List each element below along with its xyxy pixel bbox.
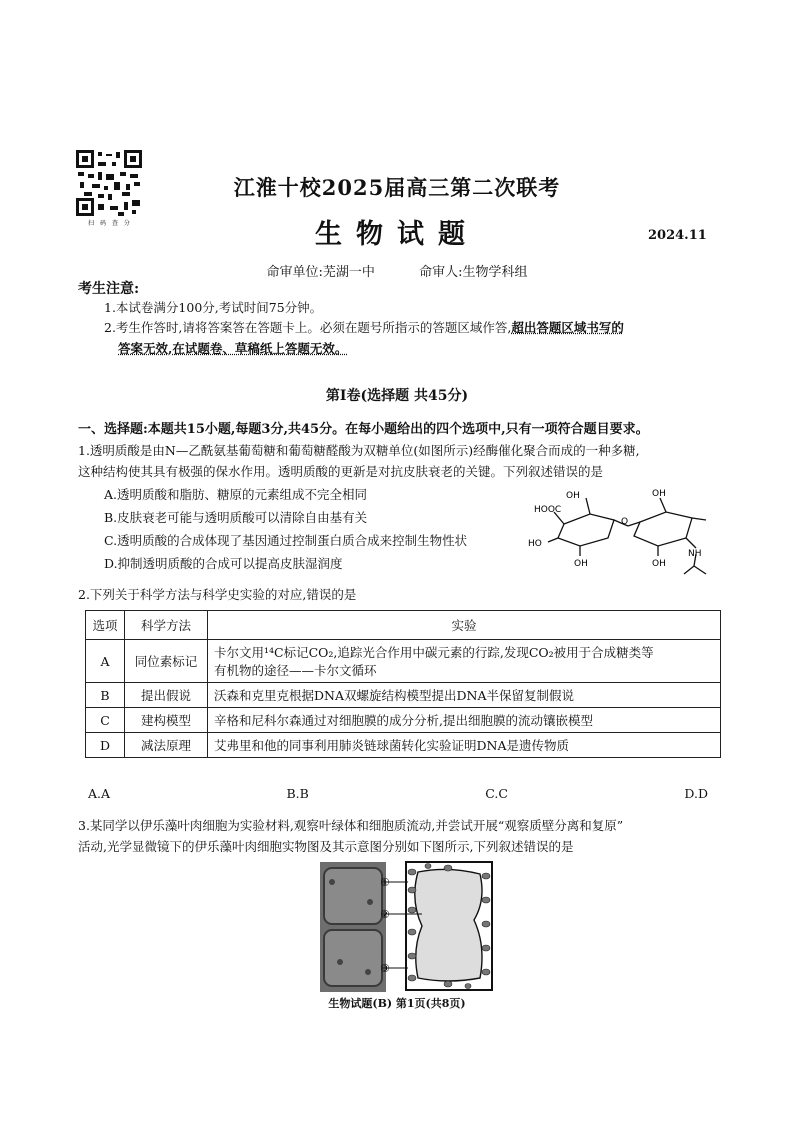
q2-table (85, 610, 721, 758)
notice-line-2-text: 2.考生作答时,请将答案答在答题卡上。必须在题号所指示的答题区域作答, (104, 320, 512, 335)
notice-line-1: 1.本试卷满分100分,考试时间75分钟。 (104, 300, 323, 315)
label-ho: HO (528, 539, 542, 549)
row-method: 减法原理 (125, 733, 208, 758)
row-experiment: 辛格和尼科尔森通过对细胞膜的成分分析,提出细胞膜的流动镶嵌模型 (208, 708, 721, 733)
exam-title: 江淮十校2025届高三第二次联考 (233, 175, 561, 200)
label-oh-2: OH (574, 559, 588, 569)
row-option: D (86, 733, 125, 758)
q1-option-d: D.抑制透明质酸的合成可以提高皮肤湿润度 (104, 556, 343, 571)
label-2: ② (380, 908, 390, 921)
q2-stem: 2.下列关于科学方法与科学史实验的对应,错误的是 (78, 587, 357, 602)
answer-a: A.A (88, 786, 111, 801)
row-method: 提出假说 (125, 683, 208, 708)
notice-line-2 (104, 318, 624, 338)
q1-option-b: B.皮肤衰老可能与透明质酸可以清除自由基有关 (104, 510, 368, 525)
section-title: 第Ⅰ卷(选择题 共45分) (325, 388, 469, 404)
label-oh-1: OH (566, 491, 580, 501)
header-option: 选项 (86, 611, 125, 640)
label-oh-3: OH (652, 489, 666, 499)
row-experiment: 沃森和克里克根据DNA双螺旋结构模型提出DNA半保留复制假说 (208, 683, 721, 708)
q2-answer-choices (88, 786, 708, 801)
row-option: C (86, 708, 125, 733)
section-instruction: 一、选择题:本题共15小题,每题3分,共45分。在每小题给出的四个选项中,只有一项符合题目要求。 (78, 422, 649, 437)
row-option: B (86, 683, 125, 708)
row-experiment-line-2: 有机物的途径——卡尔文循环 (214, 663, 377, 678)
qr-caption: 扫 码 查 分 (88, 220, 132, 227)
q1-option-c: C.透明质酸的合成体现了基因通过控制蛋白质合成来控制生物性状 (104, 533, 468, 548)
answer-c: C.C (485, 786, 508, 801)
hyaluronic-acid-structure-figure (528, 486, 720, 580)
row-method: 建构模型 (125, 708, 208, 733)
q1-stem-line-2: 这种结构使其具有极强的保水作用。透明质酸的更新是对抗皮肤衰老的关键。下列叙述错误的是 (78, 464, 604, 479)
notice-line-3-emphasis: 答案无效,在试题卷、草稿纸上答题无效。 (118, 341, 348, 356)
q1-stem-line-1: 1.透明质酸是由N—乙酰氨基葡萄糖和葡萄糖醛酸为双糖单位(如图所示)经酶催化聚合而成的一种多糖, (78, 443, 640, 458)
notice-line-3 (118, 339, 347, 359)
answer-d: D.D (684, 786, 708, 801)
q3-stem-line-1: 3.某同学以伊乐藻叶肉细胞为实验材料,观察叶绿体和细胞质流动,并尝试开展“观察质壁分离和复原” (78, 818, 624, 833)
label-nh: NH (688, 549, 702, 559)
page-footer: 生物试题(B) 第1页(共8页) (328, 997, 466, 1010)
header-method: 科学方法 (125, 611, 208, 640)
label-hooc: HOOC (534, 505, 562, 515)
author-unit: 命审单位:芜湖一中 (266, 265, 375, 280)
author-person: 命审人:生物学科组 (419, 265, 528, 280)
table-row (86, 683, 721, 708)
table-header-row (86, 611, 721, 640)
header-experiment: 实验 (208, 611, 721, 640)
row-method: 同位素标记 (125, 640, 208, 683)
label-o-link: O (621, 517, 629, 527)
answer-b: B.B (286, 786, 309, 801)
q3-stem-line-2: 活动,光学显微镜下的伊乐藻叶肉细胞实物图及其示意图分别如下图所示,下列叙述错误的是 (78, 839, 574, 854)
table-row (86, 708, 721, 733)
notice-heading: 考生注意: (78, 281, 140, 297)
row-experiment (208, 640, 721, 683)
table-row (86, 733, 721, 758)
exam-date: 2024.11 (648, 228, 707, 243)
label-1: ① (380, 876, 390, 889)
row-experiment: 艾弗里和他的同事利用肺炎链球菌转化实验证明DNA是遗传物质 (208, 733, 721, 758)
subject-title: 生物试题 (315, 219, 479, 250)
cell-diagram-figure (380, 860, 496, 992)
notice-line-2-emphasis: 超出答题区域书写的 (511, 320, 624, 335)
row-experiment-line-1: 卡尔文用¹⁴C标记CO₂,追踪光合作用中碳元素的行踪,发现CO₂被用于合成糖类等 (214, 645, 654, 660)
label-oh-4: OH (652, 559, 666, 569)
row-option: A (86, 640, 125, 683)
table-row (86, 640, 721, 683)
label-3: ③ (380, 962, 390, 975)
q1-option-a: A.透明质酸和脂肪、糖原的元素组成不完全相同 (104, 487, 368, 502)
